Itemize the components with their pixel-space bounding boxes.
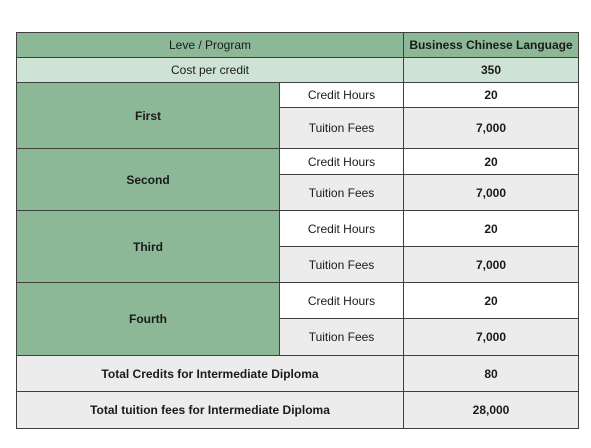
table-row bbox=[17, 83, 579, 108]
table-row bbox=[17, 149, 579, 175]
cost-per-credit-value: 350 bbox=[404, 58, 579, 83]
total-credits-value: 80 bbox=[404, 356, 579, 392]
total-fees-label: Total tuition fees for Intermediate Diploma bbox=[17, 392, 404, 429]
tuition-fees-label: Tuition Fees bbox=[280, 319, 404, 356]
cost-per-credit-label: Cost per credit bbox=[17, 58, 404, 83]
credit-hours-value: 20 bbox=[404, 149, 579, 175]
table-row bbox=[17, 211, 579, 247]
cost-per-credit-row bbox=[17, 58, 579, 83]
credit-hours-label: Credit Hours bbox=[280, 283, 404, 319]
tuition-fees-value: 7,000 bbox=[404, 108, 579, 149]
tuition-fees-table bbox=[16, 32, 579, 429]
tuition-fees-value: 7,000 bbox=[404, 247, 579, 283]
credit-hours-label: Credit Hours bbox=[280, 83, 404, 108]
level-name-fourth: Fourth bbox=[17, 283, 280, 356]
credit-hours-value: 20 bbox=[404, 83, 579, 108]
credit-hours-value: 20 bbox=[404, 283, 579, 319]
total-credits-row bbox=[17, 356, 579, 392]
header-row bbox=[17, 33, 579, 58]
tuition-fees-label: Tuition Fees bbox=[280, 247, 404, 283]
total-fees-value: 28,000 bbox=[404, 392, 579, 429]
level-name-first: First bbox=[17, 83, 280, 149]
tuition-fees-label: Tuition Fees bbox=[280, 108, 404, 149]
tuition-fees-value: 7,000 bbox=[404, 175, 579, 211]
level-program-header: Leve / Program bbox=[17, 33, 404, 58]
tuition-fees-value: 7,000 bbox=[404, 319, 579, 356]
total-fees-row bbox=[17, 392, 579, 429]
credit-hours-label: Credit Hours bbox=[280, 211, 404, 247]
tuition-fees-label: Tuition Fees bbox=[280, 175, 404, 211]
credit-hours-label: Credit Hours bbox=[280, 149, 404, 175]
table-row bbox=[17, 283, 579, 319]
credit-hours-value: 20 bbox=[404, 211, 579, 247]
level-name-third: Third bbox=[17, 211, 280, 283]
program-name-header: Business Chinese Language bbox=[404, 33, 579, 58]
level-name-second: Second bbox=[17, 149, 280, 211]
total-credits-label: Total Credits for Intermediate Diploma bbox=[17, 356, 404, 392]
